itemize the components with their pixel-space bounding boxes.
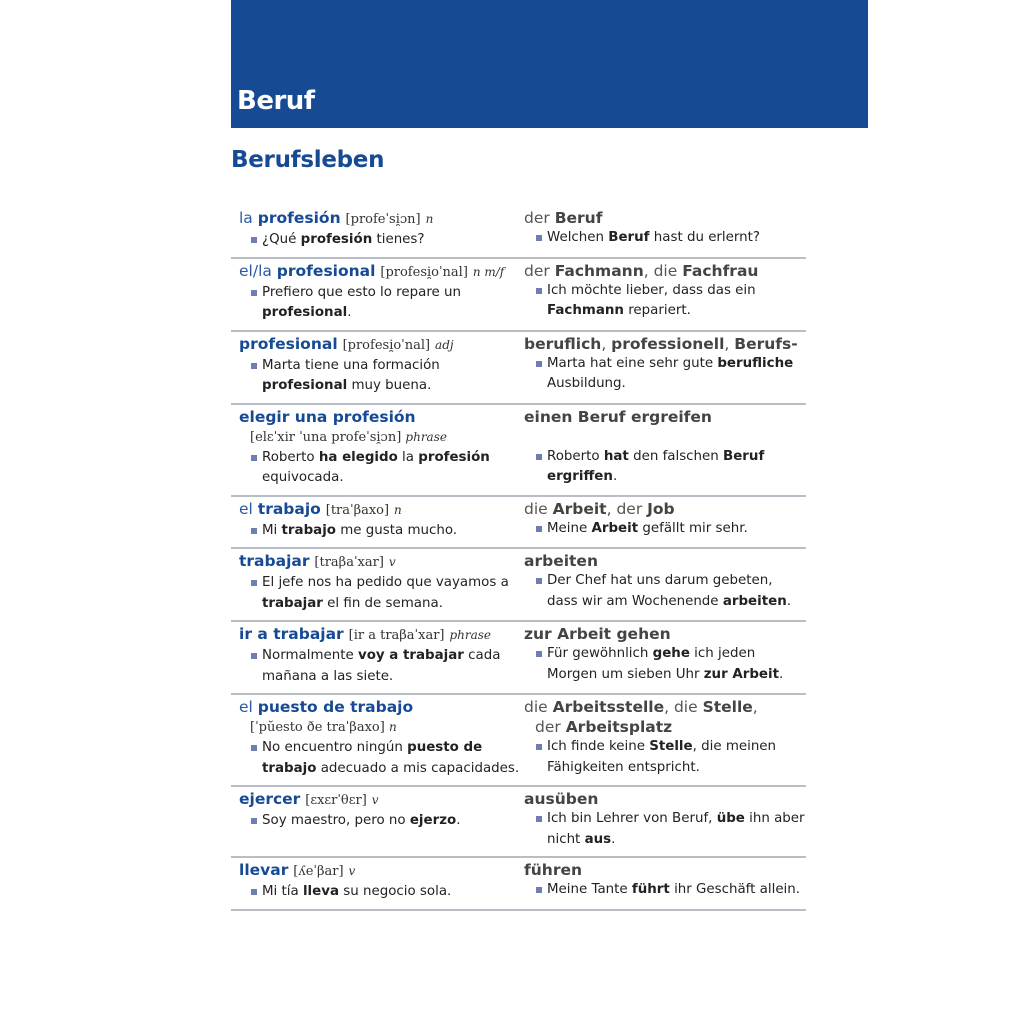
vocab-entry xyxy=(231,549,806,622)
german-article: die xyxy=(524,698,553,716)
spanish-headword-line xyxy=(239,334,524,356)
bullet-square-icon xyxy=(536,526,542,532)
spanish-term: profesional xyxy=(239,334,338,353)
german-term: Arbeitsstelle xyxy=(552,698,665,716)
spanish-column xyxy=(231,499,524,542)
grammar-label: n xyxy=(425,212,434,226)
grammar-label: phrase xyxy=(405,429,447,444)
spanish-example: No encuentro ningún puesto de trabajo adecuado a mis capacidades. xyxy=(239,738,524,779)
keyword: gehe xyxy=(652,646,690,661)
phonetic-transcription: [ir a traβaˈxar] xyxy=(348,628,445,643)
keyword: führt xyxy=(631,882,670,897)
bullet-square-icon xyxy=(251,580,257,586)
german-article: , xyxy=(601,334,612,353)
german-example: Ich möchte lieber, dass das ein Fachmann repariert. xyxy=(524,281,806,322)
spanish-column xyxy=(231,860,524,903)
keyword: ergriffen xyxy=(547,469,613,484)
spanish-headword-line xyxy=(239,551,524,573)
spanish-headword-line xyxy=(239,499,524,521)
spanish-example: Soy maestro, pero no ejerzo. xyxy=(239,811,524,832)
vocab-entry xyxy=(231,622,806,695)
spanish-example: Prefiero que esto lo repare un profesional. xyxy=(239,283,524,324)
spanish-column xyxy=(231,334,524,397)
spanish-example: Mi tía lleva su negocio sola. xyxy=(239,882,524,903)
chapter-title: Beruf xyxy=(237,86,315,116)
german-column xyxy=(524,551,806,614)
vocab-entry xyxy=(231,695,806,787)
keyword: Beruf xyxy=(608,230,650,245)
german-headword-line xyxy=(524,789,806,809)
vocab-entry xyxy=(231,332,806,405)
vocab-entry xyxy=(231,787,806,858)
german-column xyxy=(524,499,806,542)
german-term: führen xyxy=(524,861,583,879)
keyword: übe xyxy=(716,811,745,826)
keyword: puesto de trabajo xyxy=(262,740,483,776)
keyword: profesional xyxy=(262,378,348,393)
german-article: , die xyxy=(664,698,703,716)
german-article: der xyxy=(535,718,566,736)
grammar-label: n xyxy=(394,502,402,517)
german-example: Roberto hat den falschen Beruf ergriffen. xyxy=(524,447,806,488)
spanish-example: Mi trabajo me gusta mucho. xyxy=(239,521,524,542)
phonetic-transcription: [ʎeˈβar] xyxy=(293,864,344,879)
spanish-term: trabajar xyxy=(239,552,310,570)
keyword: Stelle xyxy=(649,739,693,754)
keyword: hat xyxy=(603,448,629,464)
phonetic-transcription: [traˈβaxo] xyxy=(325,502,390,518)
phonetic-transcription: [profeˈsi̯ɔn] xyxy=(345,212,421,227)
german-term: Job xyxy=(647,499,675,518)
spanish-example: ¿Qué profesión tienes? xyxy=(239,230,524,251)
bullet-square-icon xyxy=(251,528,257,534)
spanish-example: Roberto ha elegido la profesión equivocada. xyxy=(239,448,524,489)
spanish-headword-line xyxy=(239,697,524,717)
spanish-headword-line xyxy=(239,261,524,283)
spanish-term: llevar xyxy=(239,861,289,879)
spanish-term: profesión xyxy=(257,209,341,227)
vocab-entry xyxy=(231,259,806,332)
spanish-term: puesto de trabajo xyxy=(257,698,414,716)
bullet-square-icon xyxy=(536,454,542,460)
spanish-article: el/la xyxy=(239,261,277,280)
spanish-column xyxy=(231,551,524,614)
spanish-term: trabajo xyxy=(257,499,321,518)
german-headword-line xyxy=(524,624,806,644)
bullet-square-icon xyxy=(251,745,257,751)
vocab-entry xyxy=(231,858,806,911)
grammar-label: adj xyxy=(435,337,454,352)
german-headword-line-2 xyxy=(524,717,806,737)
bullet-square-icon xyxy=(536,235,542,241)
phonetic-transcription: [ˈpŭesto ðe traˈβaxo] xyxy=(250,720,385,735)
grammar-label: phrase xyxy=(449,628,491,642)
vocab-entry xyxy=(231,206,806,259)
spanish-headword-line xyxy=(239,407,524,427)
german-headword-line xyxy=(524,334,806,354)
phonetic-line xyxy=(239,717,524,738)
german-term: ausüben xyxy=(524,790,599,808)
spanish-column xyxy=(231,407,524,489)
keyword: Beruf xyxy=(723,448,765,464)
spanish-example: Marta tiene una formación profesional muy buena. xyxy=(239,356,524,397)
keyword: trabajo xyxy=(281,522,336,538)
bullet-square-icon xyxy=(251,455,257,461)
german-term: Berufs- xyxy=(734,334,798,353)
german-example: Ich bin Lehrer von Beruf, übe ihn aber nicht aus. xyxy=(524,809,806,850)
vocabulary-table xyxy=(231,206,806,911)
keyword: profesión xyxy=(418,449,490,465)
bullet-square-icon xyxy=(536,887,542,893)
spanish-column xyxy=(231,697,524,779)
spanish-term: ir a trabajar xyxy=(239,625,344,643)
vocab-entry xyxy=(231,497,806,550)
phonetic-transcription: [traβaˈxar] xyxy=(314,555,384,570)
phonetic-transcription: [profesi̯oˈnal] xyxy=(342,337,431,353)
german-column xyxy=(524,789,806,850)
german-article: die xyxy=(524,499,553,518)
phonetic-transcription: [ɛxɛrˈθɛr] xyxy=(305,793,367,808)
spanish-term: ejercer xyxy=(239,790,301,808)
keyword: voy a trabajar xyxy=(357,648,464,663)
german-column xyxy=(524,697,806,779)
german-column xyxy=(524,860,806,903)
phonetic-transcription: [profesi̯oˈnal] xyxy=(380,264,468,280)
keyword: Fachmann xyxy=(547,303,624,318)
german-article: der xyxy=(524,261,555,280)
german-term: beruflich xyxy=(524,334,602,353)
keyword: Arbeit xyxy=(591,520,639,536)
phonetic-transcription: [elɛˈxir ˈuna profeˈsi̯ɔn] xyxy=(250,429,402,445)
german-term: arbeiten xyxy=(524,552,598,570)
bullet-square-icon xyxy=(536,651,542,657)
german-term: Fachmann xyxy=(554,261,644,280)
vocab-entry xyxy=(231,405,806,497)
spacer xyxy=(524,427,806,447)
phonetic-line xyxy=(239,427,524,448)
bullet-square-icon xyxy=(536,288,542,294)
grammar-label: v xyxy=(348,864,356,878)
german-headword-line xyxy=(524,407,806,427)
keyword: aus xyxy=(584,831,612,847)
german-column xyxy=(524,407,806,489)
section-title: Berufsleben xyxy=(231,147,385,173)
spanish-article: la xyxy=(239,209,258,227)
chapter-header-band xyxy=(231,0,868,128)
german-headword-line xyxy=(524,860,806,880)
german-article: , xyxy=(724,334,735,353)
keyword: arbeiten xyxy=(722,593,787,609)
keyword: profesión xyxy=(300,232,373,247)
german-term: Arbeitsplatz xyxy=(565,718,673,736)
spanish-column xyxy=(231,789,524,850)
grammar-label: n xyxy=(388,720,397,734)
keyword: berufliche xyxy=(717,355,794,371)
bullet-square-icon xyxy=(536,816,542,822)
german-example: Marta hat eine sehr gute berufliche Ausbildung. xyxy=(524,354,806,395)
bullet-square-icon xyxy=(536,578,542,584)
grammar-label: v xyxy=(388,555,396,569)
spanish-column xyxy=(231,261,524,324)
grammar-label: n m/f xyxy=(472,264,505,279)
german-term: einen Beruf ergreifen xyxy=(524,407,712,426)
spanish-headword-line xyxy=(239,860,524,882)
german-article: , xyxy=(752,698,758,716)
german-example: Welchen Beruf hast du erlernt? xyxy=(524,228,806,249)
spanish-example: El jefe nos ha pedido que vayamos a trabajar el fin de semana. xyxy=(239,573,524,614)
bullet-square-icon xyxy=(251,237,257,243)
spanish-headword-line xyxy=(239,208,524,230)
bullet-square-icon xyxy=(251,818,257,824)
german-term: Arbeit xyxy=(552,499,607,518)
spanish-term: elegir una profesión xyxy=(239,407,416,426)
spanish-term: profesional xyxy=(276,261,376,280)
bullet-square-icon xyxy=(536,361,542,367)
german-article: , die xyxy=(643,261,683,280)
spanish-headword-line xyxy=(239,624,524,646)
german-example: Ich finde keine Stelle, die meinen Fähigkeiten entspricht. xyxy=(524,737,806,778)
bullet-square-icon xyxy=(251,889,257,895)
keyword: profesional xyxy=(262,305,348,320)
german-column xyxy=(524,261,806,324)
grammar-label: v xyxy=(371,793,379,807)
german-term: professionell xyxy=(611,334,725,353)
german-headword-line xyxy=(524,208,806,228)
german-example: Für gewöhnlich gehe ich jeden Morgen um sieben Uhr zur Arbeit. xyxy=(524,644,806,685)
spanish-headword-line xyxy=(239,789,524,811)
german-column xyxy=(524,334,806,397)
german-term: Fachfrau xyxy=(682,261,759,280)
german-term: Stelle xyxy=(702,698,753,716)
keyword: ha elegido xyxy=(318,449,398,465)
german-headword-line xyxy=(524,697,806,717)
bullet-square-icon xyxy=(251,653,257,659)
german-article: , der xyxy=(606,499,648,518)
german-headword-line xyxy=(524,261,806,281)
keyword: trabajar xyxy=(262,595,323,611)
keyword: lleva xyxy=(302,884,339,899)
bullet-square-icon xyxy=(251,363,257,369)
german-example: Der Chef hat uns darum gebeten, dass wir am Wochenende arbeiten. xyxy=(524,571,806,612)
german-column xyxy=(524,624,806,687)
spanish-column xyxy=(231,208,524,251)
german-term: zur Arbeit gehen xyxy=(524,625,671,643)
spanish-article: el xyxy=(239,698,258,716)
keyword: ejerzo xyxy=(409,813,457,828)
german-headword-line xyxy=(524,499,806,519)
spanish-article: el xyxy=(239,499,258,518)
german-article: der xyxy=(524,209,555,227)
german-example: Meine Arbeit gefällt mir sehr. xyxy=(524,519,806,540)
spanish-column xyxy=(231,624,524,687)
spanish-example: Normalmente voy a trabajar cada mañana a las siete. xyxy=(239,646,524,687)
german-headword-line xyxy=(524,551,806,571)
german-example: Meine Tante führt ihr Geschäft allein. xyxy=(524,880,806,901)
keyword: zur Arbeit xyxy=(703,666,779,682)
german-term: Beruf xyxy=(554,209,603,227)
bullet-square-icon xyxy=(251,290,257,296)
bullet-square-icon xyxy=(536,744,542,750)
german-column xyxy=(524,208,806,251)
